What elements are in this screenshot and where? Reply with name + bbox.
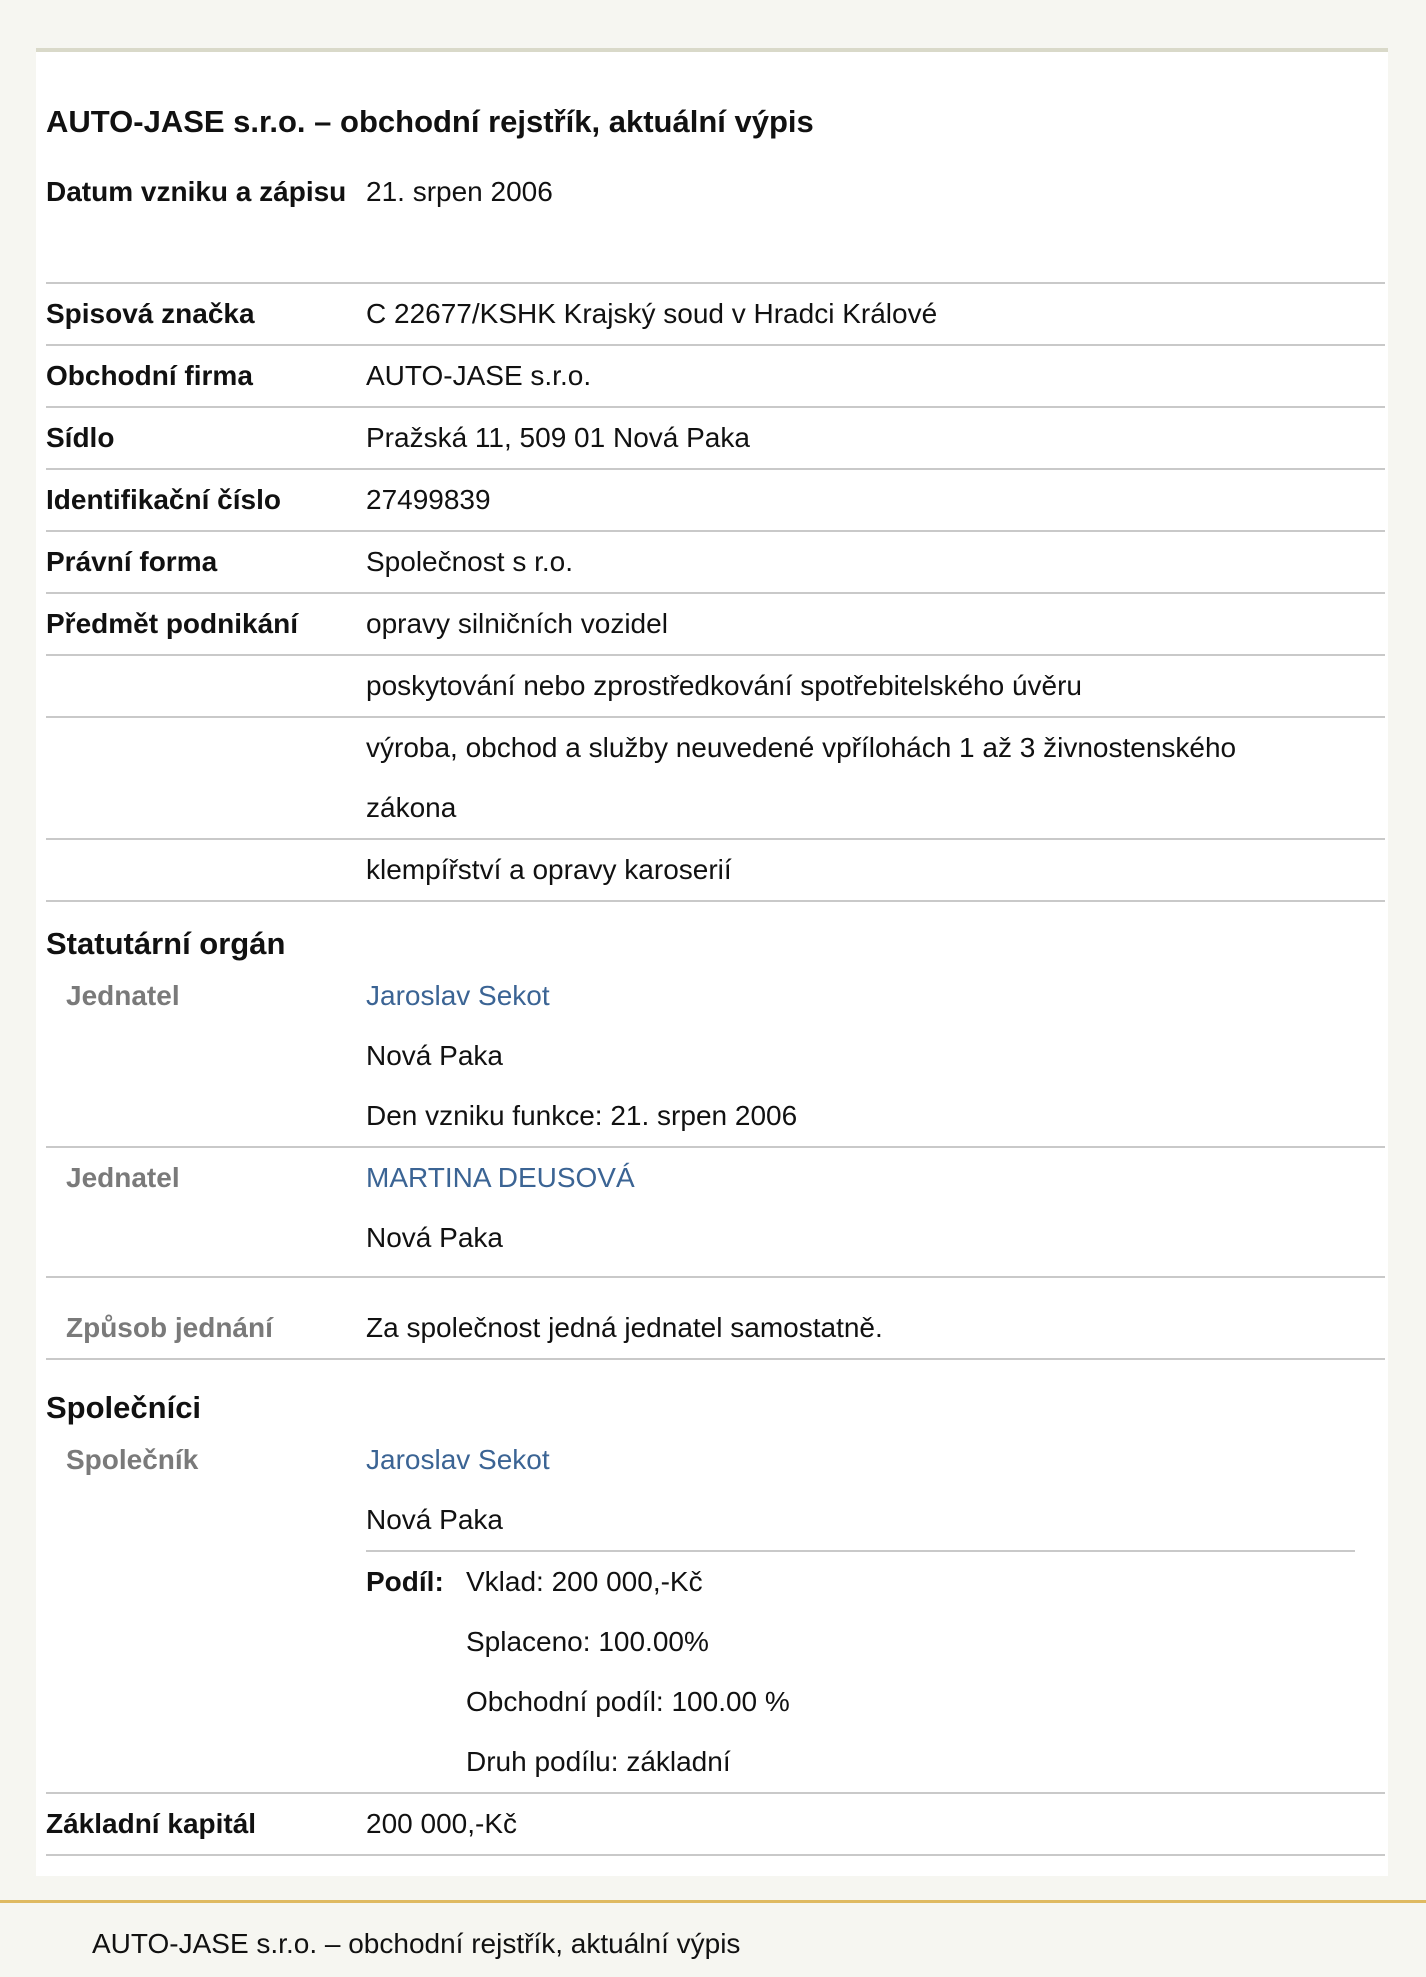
label-pravni-forma: Právní forma: [46, 546, 218, 577]
page-footer: [0, 1900, 1426, 1977]
section-spolecnici: Společníci: [46, 1390, 202, 1425]
label-sidlo: Sídlo: [46, 422, 115, 453]
value-predmet-4: klempířství a opravy karoserií: [366, 854, 732, 885]
row-jednatel-1: [46, 966, 1385, 1148]
podil-splaceno: Splaceno: 100.00%: [466, 1626, 709, 1657]
label-identifikacni-cislo: Identifikační číslo: [46, 484, 281, 515]
register-content: [46, 52, 1385, 1856]
podil-label: Podíl:: [366, 1566, 444, 1597]
link-jednatel-1-name[interactable]: Jaroslav Sekot: [366, 980, 550, 1011]
label-jednatel-2: Jednatel: [66, 1162, 180, 1193]
jednatel-2-city: Nová Paka: [366, 1222, 503, 1253]
section-statutarni-organ: Statutární orgán: [46, 926, 286, 961]
label-spolecnik: Společník: [66, 1444, 199, 1475]
row-spisova-znacka: [46, 284, 1385, 346]
value-obchodni-firma: AUTO-JASE s.r.o.: [366, 360, 592, 391]
row-pravni-forma: [46, 532, 1385, 594]
row-jednatel-2: [46, 1148, 1385, 1278]
label-jednatel-1: Jednatel: [66, 980, 180, 1011]
label-datum-vzniku: Datum vzniku a zápisu: [46, 176, 347, 207]
spolecnik-city: Nová Paka: [366, 1504, 503, 1535]
value-zpusob-jednani: Za společnost jedná jednatel samostatně.: [366, 1312, 883, 1343]
register-card: [36, 48, 1388, 1876]
value-identifikacni-cislo: 27499839: [366, 484, 491, 515]
row-spolecnik: [46, 1430, 1385, 1794]
podil-obchodni: Obchodní podíl: 100.00 %: [466, 1686, 790, 1717]
value-spisova-znacka: C 22677/KSHK Krajský soud v Hradci Králové: [366, 298, 938, 329]
row-zpusob-jednani: [46, 1278, 1385, 1360]
value-sidlo: Pražská 11, 509 01 Nová Paka: [366, 422, 750, 453]
value-predmet-1: opravy silničních vozidel: [366, 608, 668, 639]
jednatel-1-since: Den vzniku funkce: 21. srpen 2006: [366, 1100, 798, 1131]
row-identifikacni-cislo: [46, 470, 1385, 532]
label-zpusob-jednani: Způsob jednání: [66, 1312, 273, 1343]
jednatel-1-city: Nová Paka: [366, 1040, 503, 1071]
value-pravni-forma: Společnost s r.o.: [366, 546, 574, 577]
row-predmet-4: [46, 840, 1385, 902]
label-obchodni-firma: Obchodní firma: [46, 360, 253, 391]
label-zakladni-kapital: Základní kapitál: [46, 1808, 257, 1839]
label-spisova-znacka: Spisová značka: [46, 298, 255, 329]
row-sidlo: [46, 408, 1385, 470]
link-jednatel-2-name[interactable]: MARTINA DEUSOVÁ: [366, 1162, 635, 1193]
podil-druh: Druh podílu: základní: [466, 1746, 731, 1777]
row-datum-vzniku: [46, 162, 1385, 284]
value-predmet-3: výroba, obchod a služby neuvedené vpřílohách 1 až 3 živnostenského zákona: [366, 732, 1237, 823]
row-predmet-3: [46, 718, 1385, 840]
row-zakladni-kapital: [46, 1794, 1385, 1856]
value-predmet-2: poskytování nebo zprostředkování spotřebitelského úvěru: [366, 670, 1082, 701]
link-spolecnik-name[interactable]: Jaroslav Sekot: [366, 1444, 550, 1475]
podil-block: [366, 1550, 1355, 1792]
footer-title: AUTO-JASE s.r.o. – obchodní rejstřík, aktuální výpis: [92, 1928, 741, 1959]
row-obchodni-firma: [46, 346, 1385, 408]
value-zakladni-kapital: 200 000,-Kč: [366, 1808, 517, 1839]
row-predmet-2: [46, 656, 1385, 718]
value-datum-vzniku: 21. srpen 2006: [366, 176, 553, 207]
podil-vklad: Vklad: 200 000,-Kč: [466, 1566, 703, 1597]
row-predmet-podnikani: [46, 594, 1385, 656]
label-predmet-podnikani: Předmět podnikání: [46, 608, 299, 639]
page-title: AUTO-JASE s.r.o. – obchodní rejstřík, aktuální výpis: [46, 104, 814, 139]
